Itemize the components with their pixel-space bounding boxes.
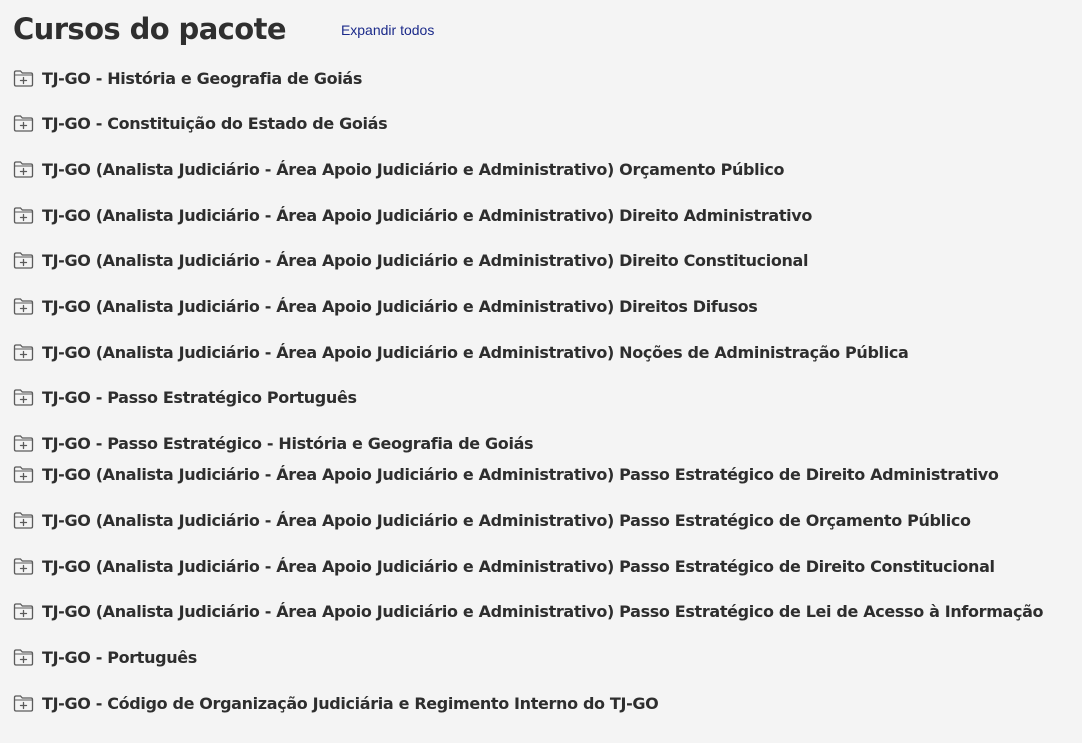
folder-plus-icon <box>13 434 34 452</box>
course-item[interactable] <box>13 507 971 533</box>
course-label: TJ-GO (Analista Judiciário - Área Apoio Judiciário e Administrativo) Passo Estratégico de Direito Constitucional <box>42 556 995 576</box>
section-header <box>13 10 434 48</box>
course-label: TJ-GO (Analista Judiciário - Área Apoio Judiciário e Administrativo) Passo Estratégico de Lei de Acesso à Informação <box>42 601 1044 621</box>
course-item[interactable] <box>13 644 197 670</box>
folder-plus-icon <box>13 114 34 132</box>
folder-plus-icon <box>13 602 34 620</box>
folder-plus-icon <box>13 388 34 406</box>
course-label: TJ-GO - Português <box>42 647 197 667</box>
expand-all-link[interactable]: Expandir todos <box>340 22 435 38</box>
course-item[interactable] <box>13 156 784 182</box>
course-item[interactable] <box>13 293 757 319</box>
page-title: Cursos do pacote <box>13 12 286 46</box>
course-item[interactable] <box>13 461 998 487</box>
course-item[interactable] <box>13 690 658 716</box>
course-label: TJ-GO (Analista Judiciário - Área Apoio Judiciário e Administrativo) Direito Administrativo <box>42 205 812 225</box>
course-item[interactable] <box>13 430 533 456</box>
folder-plus-icon <box>13 465 34 483</box>
folder-plus-icon <box>13 648 34 666</box>
folder-plus-icon <box>13 694 34 712</box>
course-label: TJ-GO (Analista Judiciário - Área Apoio Judiciário e Administrativo) Orçamento Público <box>42 159 785 179</box>
folder-plus-icon <box>13 251 34 269</box>
course-label: TJ-GO (Analista Judiciário - Área Apoio Judiciário e Administrativo) Direitos Difusos <box>42 296 758 316</box>
course-label: TJ-GO - Passo Estratégico - História e Geografia de Goiás <box>42 433 534 453</box>
course-item[interactable] <box>13 110 387 136</box>
folder-plus-icon <box>13 160 34 178</box>
folder-plus-icon <box>13 69 34 87</box>
folder-plus-icon <box>13 206 34 224</box>
course-item[interactable] <box>13 247 808 273</box>
course-label: TJ-GO - Constituição do Estado de Goiás <box>42 113 388 133</box>
course-item[interactable] <box>13 65 362 91</box>
folder-plus-icon <box>13 557 34 575</box>
folder-plus-icon <box>13 511 34 529</box>
course-item[interactable] <box>13 202 812 228</box>
course-label: TJ-GO (Analista Judiciário - Área Apoio Judiciário e Administrativo) Direito Constitucional <box>42 250 809 270</box>
course-label: TJ-GO - Passo Estratégico Português <box>42 387 357 407</box>
folder-plus-icon <box>13 297 34 315</box>
folder-plus-icon <box>13 343 34 361</box>
course-label: TJ-GO - História e Geografia de Goiás <box>42 68 363 88</box>
course-label: TJ-GO (Analista Judiciário - Área Apoio Judiciário e Administrativo) Noções de Administração Pública <box>42 342 909 362</box>
course-item[interactable] <box>13 598 1043 624</box>
course-item[interactable] <box>13 384 357 410</box>
course-label: TJ-GO (Analista Judiciário - Área Apoio Judiciário e Administrativo) Passo Estratégico de Direito Administrativo <box>42 464 999 484</box>
course-item[interactable] <box>13 553 995 579</box>
course-label: TJ-GO (Analista Judiciário - Área Apoio Judiciário e Administrativo) Passo Estratégico de Orçamento Público <box>42 510 971 530</box>
course-item[interactable] <box>13 339 908 365</box>
course-label: TJ-GO - Código de Organização Judiciária e Regimento Interno do TJ-GO <box>42 693 659 713</box>
